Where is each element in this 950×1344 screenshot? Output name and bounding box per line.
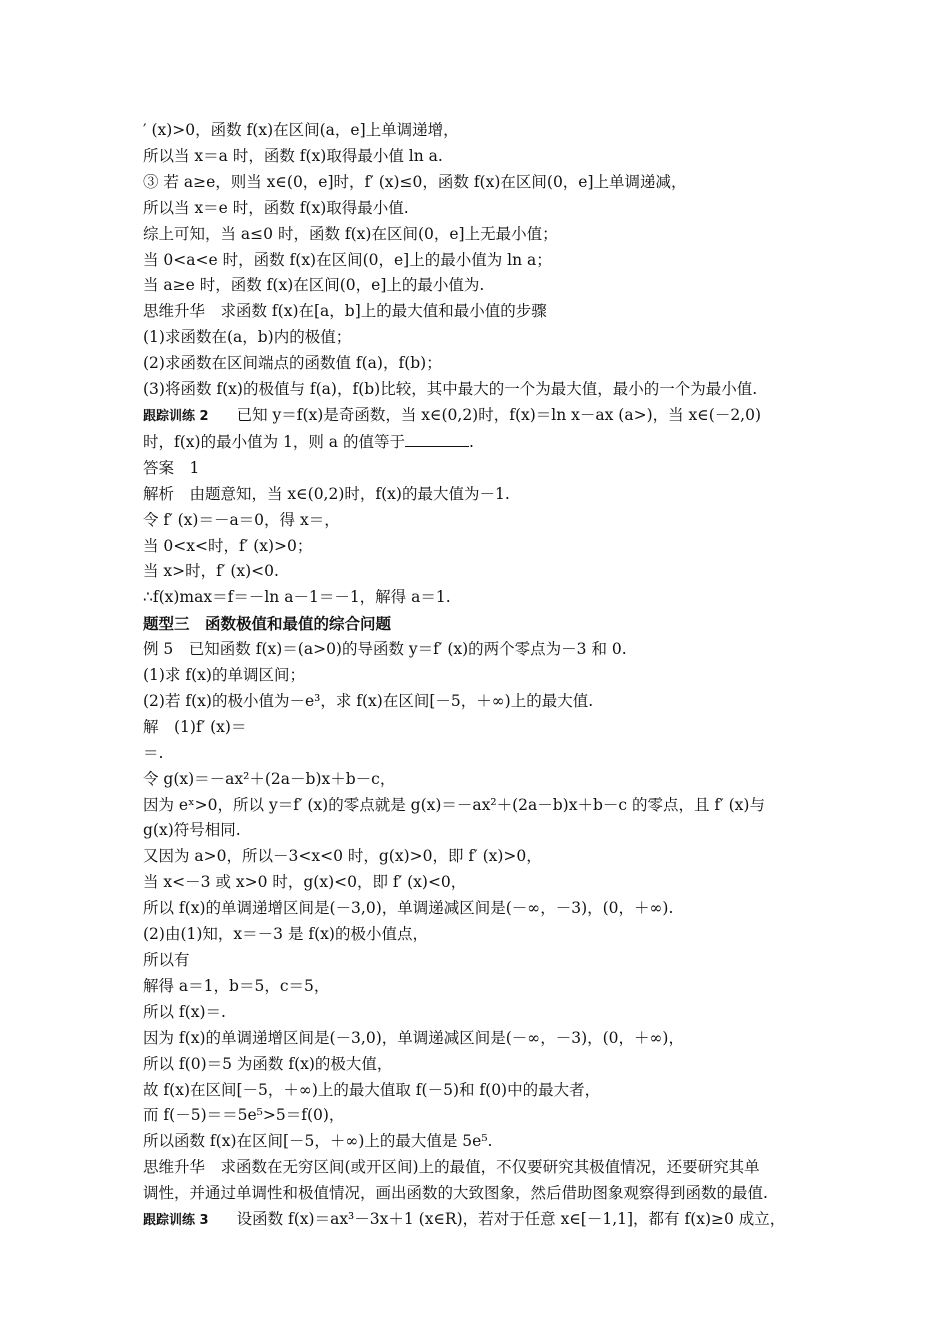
line-text: ′ (x)>0，函数 f(x)在区间(a，e]上单调递增， — [143, 121, 459, 139]
line-text-suffix: . — [468, 432, 474, 451]
text-line — [143, 663, 823, 689]
text-line — [143, 896, 823, 922]
document-body — [143, 118, 823, 1234]
line-text: (2)求函数在区间端点的函数值 f(a)，f(b)； — [143, 354, 442, 373]
line-text: (2)若 f(x)的极小值为－e³，求 f(x)在区间[－5，＋∞)上的最大值. — [143, 691, 594, 710]
line-text: 所以有 — [143, 951, 190, 969]
line-text: 思维升华 求函数 f(x)在[a，b]上的最大值和最小值的步骤 — [143, 302, 547, 321]
line-text: (2)由(1)知，x＝－3 是 f(x)的极小值点， — [143, 925, 428, 944]
line-text: 答案 1 — [143, 458, 200, 477]
line-text: 题型三 函数极值和最值的综合问题 — [143, 614, 392, 634]
text-line — [143, 1078, 823, 1104]
text-line — [143, 922, 823, 948]
section-heading — [143, 611, 823, 637]
exercise-tag: 跟踪训练 2 — [143, 408, 209, 424]
text-line — [143, 741, 823, 767]
text-line — [143, 844, 823, 870]
line-text: 令 f′ (x)＝－a＝0，得 x＝， — [143, 510, 340, 529]
line-text: (1)求 f(x)的单调区间； — [143, 666, 305, 685]
text-line — [143, 1052, 823, 1078]
text-line — [143, 482, 823, 508]
text-line — [143, 325, 823, 351]
line-text: 所以 f(0)＝5 为函数 f(x)的极大值， — [143, 1054, 393, 1073]
text-line — [143, 715, 823, 741]
line-text: ＝. — [143, 743, 164, 762]
text-line — [143, 508, 823, 534]
line-text: 又因为 a>0，所以－3<x<0 时，g(x)>0，即 f′ (x)>0， — [143, 847, 542, 866]
line-text: 思维升华 求函数在无穷区间(或开区间)上的最值，不仅要研究其极值情况，还要研究其单 — [143, 1158, 760, 1177]
text-line — [143, 170, 823, 196]
text-line — [143, 377, 823, 403]
text-line — [143, 974, 823, 1000]
text-line — [143, 248, 823, 274]
line-text: (3)将函数 f(x)的极值与 f(a)，f(b)比较，其中最大的一个为最大值，最小的一个为最小值. — [143, 380, 758, 399]
line-text: g(x)符号相同. — [143, 821, 241, 840]
line-text: 因为 eˣ>0，所以 y＝f′ (x)的零点就是 g(x)＝－ax²＋(2a－b)x＋b－c 的零点，且 f′ (x)与 — [143, 795, 765, 814]
text-line — [143, 767, 823, 793]
text-line — [143, 403, 823, 430]
text-line — [143, 273, 823, 299]
line-text: 当 x>时，f′ (x)<0. — [143, 562, 279, 581]
line-text: 当 a≥e 时，函数 f(x)在区间(0，e]上的最小值为. — [143, 276, 485, 295]
text-line — [143, 585, 823, 611]
line-text: 因为 f(x)的单调递增区间是(－3,0)，单调递减区间是(－∞，－3)，(0，＋∞)， — [143, 1028, 684, 1047]
text-line — [143, 818, 823, 844]
text-line — [143, 196, 823, 222]
line-text: 设函数 f(x)＝ax³－3x＋1 (x∈R)，若对于任意 x∈[－1,1]，都有 f(x)≥0 成立， — [236, 1210, 786, 1229]
text-line — [143, 1026, 823, 1052]
text-line — [143, 1129, 823, 1155]
line-text: 故 f(x)在区间[－5，＋∞)上的最大值取 f(－5)和 f(0)中的最大者， — [143, 1080, 601, 1099]
answer-blank — [405, 432, 469, 447]
line-text: 所以当 x＝a 时，函数 f(x)取得最小值 ln a. — [143, 146, 443, 165]
text-line — [143, 144, 823, 170]
text-line — [143, 870, 823, 896]
line-text: 时，f(x)的最小值为 1，则 a 的值等于 — [143, 432, 405, 451]
line-text: 当 x<－3 或 x>0 时，g(x)<0，即 f′ (x)<0， — [143, 873, 467, 892]
line-text: 解得 a＝1，b＝5，c＝5， — [143, 976, 330, 995]
line-text: 所以 f(x)＝. — [143, 1002, 226, 1021]
line-text: ③ 若 a≥e，则当 x∈(0，e]时，f′ (x)≤0，函数 f(x)在区间(0，e]上单调递减， — [143, 172, 687, 191]
text-line — [143, 689, 823, 715]
text-line — [143, 1207, 823, 1234]
text-line — [143, 1103, 823, 1129]
line-text: 综上可知，当 a≤0 时，函数 f(x)在区间(0，e]上无最小值； — [143, 224, 558, 243]
text-line — [143, 299, 823, 325]
text-line — [143, 1000, 823, 1026]
text-line — [143, 351, 823, 377]
line-text: 解析 由题意知，当 x∈(0,2)时，f(x)的最大值为－1. — [143, 484, 510, 503]
text-line — [143, 1181, 823, 1207]
line-text: 当 0<a<e 时，函数 f(x)在区间(0，e]上的最小值为 ln a； — [143, 250, 552, 269]
text-line — [143, 118, 823, 144]
text-line — [143, 559, 823, 585]
line-text: 而 f(－5)＝＝5e⁵>5＝f(0)， — [143, 1106, 345, 1125]
line-text: ∴f(x)max＝f＝－ln a－1＝－1，解得 a＝1. — [143, 588, 451, 607]
text-line — [143, 222, 823, 248]
line-text: 所以当 x＝e 时，函数 f(x)取得最小值. — [143, 198, 409, 217]
line-text: 所以 f(x)的单调递增区间是(－3,0)，单调递减区间是(－∞，－3)，(0，＋∞). — [143, 899, 674, 918]
line-text: 当 0<x<时，f′ (x)>0； — [143, 536, 313, 555]
text-line — [143, 534, 823, 560]
line-text: 已知 y＝f(x)是奇函数，当 x∈(0,2)时，f(x)＝ln x－ax (a>)，当 x∈(－2,0) — [236, 405, 762, 424]
line-text: 解 (1)f′ (x)＝ — [143, 717, 247, 736]
text-line — [143, 793, 823, 819]
exercise-tag: 跟踪训练 3 — [143, 1213, 209, 1229]
line-text: 令 g(x)＝－ax²＋(2a－b)x＋b－c， — [143, 769, 396, 788]
text-line — [143, 637, 823, 663]
line-text: 调性，并通过单调性和极值情况，画出函数的大致图象，然后借助图象观察得到函数的最值. — [143, 1184, 768, 1203]
line-text: 例 5 已知函数 f(x)＝(a>0)的导函数 y＝f′ (x)的两个零点为－3 和 0. — [143, 640, 627, 659]
text-line — [143, 456, 823, 482]
text-line — [143, 430, 823, 456]
line-text: 所以函数 f(x)在区间[－5，＋∞)上的最大值是 5e⁵. — [143, 1132, 493, 1151]
text-line — [143, 948, 823, 974]
line-text: (1)求函数在(a，b)内的极值； — [143, 328, 352, 347]
text-line — [143, 1155, 823, 1181]
